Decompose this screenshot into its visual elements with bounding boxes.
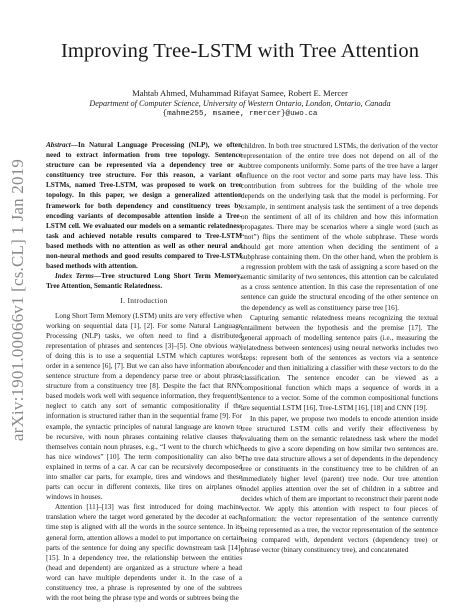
intro-paragraph-2: Attention [11]–[13] was first introduced for doing machine translation where the target word generated by the decoder at each time step is aligned with all the words in the source sentence. In its general form, attention allows a model to put importance on certain parts of the sentence for doing any specific downstream task [14], [15]. In a dependency tree, the relationship between the entities (head and dependent) are organized as a structure where a head word can have multiple dependents under it. In the case of a constituency tree, a phrase is represented by one of the subtrees with the root being the phrase type and words or subtrees being the	[46, 503, 242, 603]
right-paragraph-3: In this paper, we propose two models to encode attention inside tree structured LSTM cells and verify their effectiveness by evaluating them on the semantic relatedness task where the model needs to give a score depending on how similar two sentences are. The tree data structure allows a set of dependents in the dependency tree or constituents in the constituency tree to be children of an immediately higher level (parent) tree node. Our tree attention model applies attention over the set of children in a subtree and decides which of them are important to reconstruct their parent node vector. We apply this attention with respect to four pieces of information: the vector representation of the sentence currently being represented as a tree, the vector representation of the sentence being compared with, dependent vectors (dependency tree) or phrase vector (binary constituency tree), and concatenated	[241, 414, 438, 554]
index-terms	[46, 271, 242, 291]
index-terms-label: Index Terms	[55, 272, 94, 281]
section-heading-introduction: I. Introduction	[120, 296, 168, 306]
right-paragraph-2: Capturing semantic relatedness means recognizing the textual entailment between the hypothesis and the premise [17]. The general approach of modelling sentence pairs (i.e., measuring the relatedness between sentences) using neural networks includes two steps: represent both of the sentences as vectors via a sentence encoder and then initializing a classifier with these vectors to do the classification. The sentence encoder can be viewed as a compositional function which maps a sequence of words in a sentence to a vector. Some of the common compositional functions are sequential LSTM [16], Tree-LSTM [16], [18] and CNN [19].	[241, 313, 438, 413]
intro-paragraph-1: Long Short Term Memory (LSTM) units are very effective when working on sequential data [1], [2]. For some Natural Language Processing (NLP) tasks, we often need to find a distributed representation of phrases and sentences [3]–[5]. One obvious way of doing this is to use a sequential LSTM which captures word order in a sentence [6], [7]. But we can also have information about sentence structure from a dependency parse tree or about phrase structure from a constituency tree [8]. Despite the fact that RNN based models work well with sequence information, they frequently neglect to catch any sort of semantic compositionality if the information is structured rather than in the sequential frame [9]. For example, the syntactic principles of natural language are known to be recursive, with noun phrases containing relative clauses that themselves contain noun phrases, e.g., “I went to the church which has nice windows” [10]. The term compositionality can also be explained in terms of a car. A car can be recursively decomposed into smaller car parts, for example, tires and windows and these parts can occur in different contexts, like tires on airplanes or windows in houses.	[46, 311, 242, 502]
left-column	[46, 140, 242, 603]
paper-title: Improving Tree-LSTM with Tree Attention	[60, 40, 420, 62]
abstract	[46, 140, 242, 271]
abstract-text: —In Natural Language Processing (NLP), we often need to extract information from tree topology. Sentence structure can be represented via a dependency tree or a constituency tree structure. For this reason, a variant of LSTMs, named Tree-LSTM, was proposed to work on tree topology. In this paper, we design a generalized attention framework for both dependency and constituency trees by encoding variants of decomposable attention inside a Tree-LSTM cell. We evaluated our models on a semantic relatedness task and achieved notable results compared to Tree-LSTM based methods with no attention as well as other neural and non-neural methods and good results compared to Tree-LSTM based methods with attention.	[46, 141, 242, 271]
right-column	[241, 141, 438, 555]
paper-authors: Mahtab Ahmed, Muhammad Rifayat Samee, Robert E. Mercer	[132, 88, 348, 98]
paper-affiliation: Department of Computer Science, University of Western Ontario, London, Ontario, Canada	[89, 99, 391, 108]
arxiv-sidebar	[6, 150, 30, 450]
paper-emails: {mahme255, msamee, rmercer}@uwo.ca	[162, 110, 318, 118]
abstract-label: Abstract	[46, 141, 71, 149]
right-paragraph-1: children. In both tree structured LSTMs, the derivation of the vector representation of the entire tree does not depend on all of the subtree components uniformly. Some parts of the tree have a larger influence on the root vector and some parts may have less. This contribution from subtrees for the building of the whole tree depends on the underlying task that the model is performing. For example, in sentiment analysis task the sentiment of a tree depends on the sentiment of all of its children and how this information propagates. There may be scenarios where a single word (such as “not”) flips the sentiment of the whole subphrase. These words should get more attention when deciding the sentiment of a subphrase containing them. On the other hand, when the problem is a regression problem with the task of assigning a score based on the semantic similarity of two sentences, this attention can be calculated as a cross sentence attention. In this case the representation of one sentence can guide the structural encoding of the other sentence on the dependency as well as constituency parse tree [16].	[241, 142, 438, 312]
arxiv-identifier: arXiv:1901.00066v1 [cs.CL] 1 Jan 2019	[8, 158, 27, 442]
index-terms-text: —Tree structured Long Short Term Memory, Tree Attention, Semantic Relatedness.	[46, 272, 242, 291]
